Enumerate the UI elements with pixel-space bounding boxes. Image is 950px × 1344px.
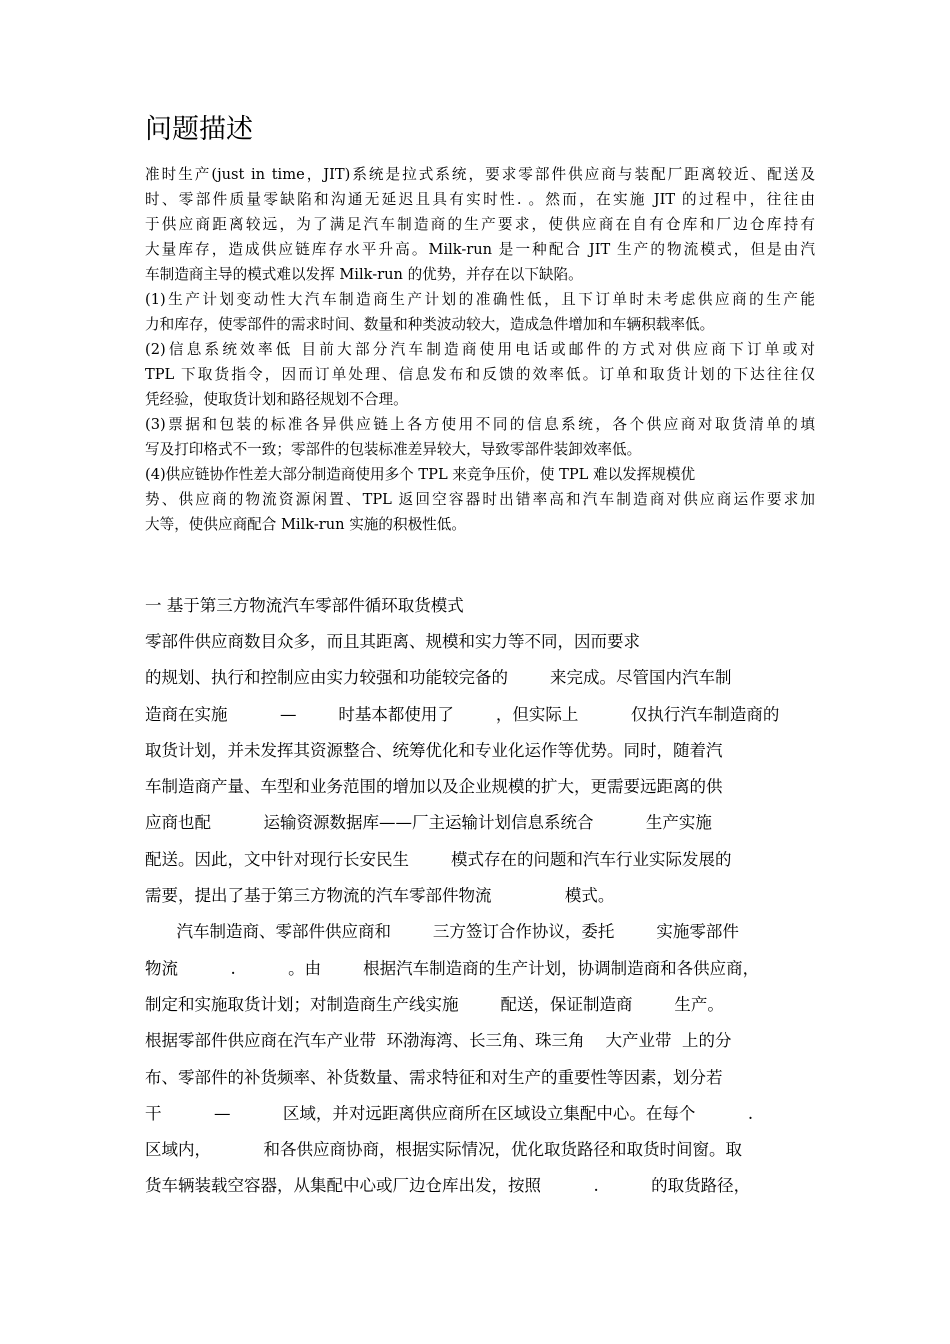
paragraph-line: 的规划、执行和控制应由实力较强和功能较完备的 来完成。尽管国内汽车制 [145,668,732,688]
paragraph-line: 大等，使供应商配合 Milk-run 实施的积极性低。 [145,516,466,533]
paragraph-line: 时、零部件质量零缺陷和沟通无延迟且具有实时性. 。然而，在实施 JIT 的过程中，往往由 [145,191,815,208]
paragraph-line: 车制造商主导的模式难以发挥 Milk-run 的优势，并存在以下缺陷。 [145,266,583,283]
paragraph-line: 车制造商产量、车型和业务范围的增加以及企业规模的扩大，更需要远距离的供 [145,777,723,797]
paragraph-line: (1)生产计划变动性大汽车制造商生产计划的准确性低，且下订单时未考虑供应商的生产能 [145,291,815,308]
paragraph-line: 配送。因此，文中针对现行长安民生 模式存在的问题和汽车行业实际发展的 [145,849,732,869]
paragraph-line: 大量库存，造成供应链库存水平升高。Milk-run 是一种配合 JIT 生产的物流模式，但是由汽 [145,241,815,258]
paragraph-line: 布、零部件的补货频率、补货数量、需求特征和对生产的重要性等因素，划分若 [145,1067,723,1087]
paragraph-line: (2)信息系统效率低 目前大部分汽车制造商使用电话或邮件的方式对供应商下订单或对 [145,341,815,358]
paragraph-line: (3)票据和包装的标准各异供应链上各方使用不同的信息系统，各个供应商对取货清单的填 [145,416,815,433]
paragraph-line: 力和库存，使零部件的需求时间、数量和种类波动较大，造成急件增加和车辆积载率低。 [145,316,715,333]
paragraph-line: 干 — 区域，并对远距离供应商所在区域设立集配中心。在每个 . [145,1103,754,1123]
paragraph-line: 需要，提出了基于第三方物流的汽车零部件物流 模式。 [145,886,615,906]
paragraph-line: 造商在实施 — 时基本都使用了 ，但实际上 仅执行汽车制造商的 [145,704,780,724]
paragraph-line: TPL 下取货指令，因而订单处理、信息发布和反馈的效率低。订单和取货计划的下达往往仅 [145,366,815,383]
paragraph-line: 零部件供应商数目众多，而且其距离、规模和实力等不同，因而要求 [145,632,640,651]
paragraph-line: (4)供应链协作性差大部分制造商使用多个 TPL 来竞争压价，使 TPL 难以发挥规模优 [145,466,696,483]
section-heading: 一 基于第三方物流汽车零部件循环取货模式 [145,596,464,615]
problem-description-body [145,162,815,537]
paragraph-line: 势、供应商的物流资源闲置、TPL 返回空容器时出错率高和汽车制造商对供应商运作要求加 [145,491,815,508]
paragraph-line: 货车辆装载空容器，从集配中心或厂边仓库出发，按照 . 的取货路径， [145,1176,751,1196]
paragraph-line: 物流 . 。由 根据汽车制造商的生产计划，协调制造商和各供应商， [145,958,760,978]
paragraph-line: 根据零部件供应商在汽车产业带 环渤海湾、长三角、珠三角 大产业带 上的分 [145,1031,732,1051]
paragraph-line: 凭经验，使取货计划和路径规划不合理。 [145,391,408,408]
paragraph-line: 制定和实施取货计划；对制造商生产线实施 配送，保证制造商 生产。 [145,994,724,1014]
milk-run-model-body [145,624,815,1205]
paragraph-line: 准时生产(just in time，JIT)系统是拉式系统，要求零部件供应商与装配厂距离较近、配送及 [145,166,815,183]
paragraph-line: 取货计划，并未发挥其资源整合、统筹优化和专业化运作等优势。同时，随着汽 [145,740,723,760]
page-title: 问题描述 [145,114,253,145]
paragraph-line: 于供应商距离较远，为了满足汽车制造商的生产要求，使供应商在自有仓库和厂边仓库持有 [145,216,815,233]
paragraph-line: 区域内， 和各供应商协商，根据实际情况，优化取货路径和取货时间窗。取 [145,1140,742,1160]
paragraph-line: 应商也配 运输资源数据库——厂主运输计划信息系统合 生产实施 [145,813,712,833]
paragraph-line: 写及打印格式不一致；零部件的包装标准差异较大，导致零部件装卸效率低。 [145,441,642,458]
paragraph-line: 汽车制造商、零部件供应商和 三方签订合作协议，委托 实施零部件 [145,922,739,942]
